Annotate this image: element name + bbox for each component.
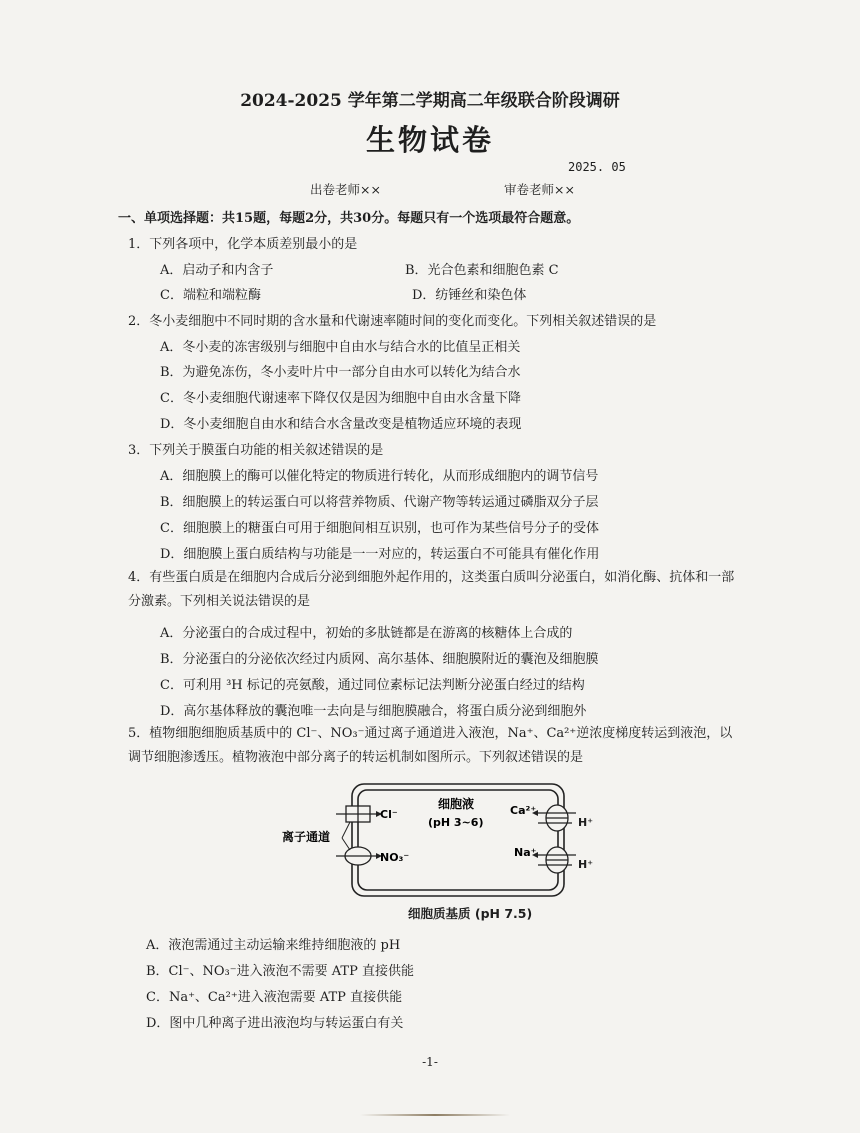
question-4-option-a: A．分泌蛋白的合成过程中，初始的多肽链都是在游离的核糖体上合成的 bbox=[160, 626, 573, 641]
h-label-bottom: H⁺ bbox=[578, 858, 594, 871]
exam-title: 2024-2025 学年第二学期高二年级联合阶段调研 bbox=[240, 91, 620, 111]
cl-channel-icon bbox=[336, 806, 382, 822]
diagram-caption: 细胞质基质 (pH 7.5) bbox=[408, 906, 533, 921]
question-3-option-c: C．细胞膜上的糖蛋白可用于细胞间相互识别，也可作为某些信号分子的受体 bbox=[160, 521, 599, 536]
bottom-edge-mark bbox=[360, 1114, 510, 1116]
na-label: Na⁺ bbox=[514, 846, 537, 859]
h-label-top: H⁺ bbox=[578, 816, 594, 829]
question-5-stem: 5．植物细胞细胞质基质中的 Cl⁻、NO₃⁻通过离子通道进入液泡，Na⁺、Ca²⁺逆浓度梯度转运到液泡，以调节细胞渗透压。植物液泡中部分离子的转运机制如图所示。下列叙述错误的是 bbox=[128, 726, 733, 765]
cl-label: Cl⁻ bbox=[380, 808, 398, 821]
no3-channel-icon bbox=[336, 847, 382, 865]
question-2-option-a: A．冬小麦的冻害级别与细胞中自由水与结合水的比值呈正相关 bbox=[160, 340, 521, 355]
question-1-stem: 1．下列各项中，化学本质差别最小的是 bbox=[128, 237, 358, 252]
question-1-option-d: D．纺锤丝和染色体 bbox=[412, 288, 527, 303]
question-3-option-d: D．细胞膜上蛋白质结构与功能是一一对应的，转运蛋白不可能具有催化作用 bbox=[160, 547, 600, 562]
question-4-stem: 4．有些蛋白质是在细胞内合成后分泌到细胞外起作用的，这类蛋白质叫分泌蛋白，如消化酶、抗体和一部分激素。下列相关说法错误的是 bbox=[128, 570, 735, 609]
question-1-option-a: A．启动子和内含子 bbox=[160, 263, 274, 278]
question-5-option-c: C．Na⁺、Ca²⁺进入液泡需要 ATP 直接供能 bbox=[146, 990, 403, 1005]
question-5-option-d: D．图中几种离子进出液泡均与转运蛋白有关 bbox=[146, 1016, 404, 1031]
subject-title: 生物试卷 bbox=[365, 123, 494, 157]
ion-channel-label: 离子通道 bbox=[282, 830, 331, 844]
question-2-option-b: B．为避免冻伤，冬小麦叶片中一部分自由水可以转化为结合水 bbox=[160, 365, 521, 380]
question-3-option-a: A．细胞膜上的酶可以催化特定的物质进行转化，从而形成细胞内的调节信号 bbox=[160, 469, 599, 484]
page-number: -1- bbox=[422, 1055, 438, 1069]
na-h-antiporter-icon bbox=[532, 847, 576, 873]
ca-h-antiporter-icon bbox=[532, 805, 576, 831]
question-1-option-b: B．光合色素和细胞色素 C bbox=[405, 263, 559, 278]
paper-reviewer: 审卷老师×× bbox=[504, 182, 575, 197]
paper-setter: 出卷老师×× bbox=[310, 182, 381, 197]
question-2-option-c: C．冬小麦细胞代谢速率下降仅仅是因为细胞中自由水含量下降 bbox=[160, 391, 521, 406]
question-5-option-b: B．Cl⁻、NO₃⁻进入液泡不需要 ATP 直接供能 bbox=[146, 964, 414, 979]
question-4-option-c: C．可利用 ³H 标记的亮氨酸，通过同位素标记法判断分泌蛋白经过的结构 bbox=[160, 678, 585, 693]
question-2-option-d: D．冬小麦细胞自由水和结合水含量改变是植物适应环境的表现 bbox=[160, 417, 522, 432]
question-3-option-b: B．细胞膜上的转运蛋白可以将营养物质、代谢产物等转运通过磷脂双分子层 bbox=[160, 495, 599, 510]
question-5-option-a: A．液泡需通过主动运输来维持细胞液的 pH bbox=[146, 938, 401, 953]
cell-sap-ph: (pH 3~6) bbox=[428, 816, 484, 829]
exam-date: 2025. 05 bbox=[568, 160, 626, 174]
question-3-stem: 3．下列关于膜蛋白功能的相关叙述错误的是 bbox=[128, 443, 384, 458]
question-2-stem: 2．冬小麦细胞中不同时期的含水量和代谢速率随时间的变化而变化。下列相关叙述错误的是 bbox=[128, 314, 657, 329]
question-4-option-d: D．高尔基体释放的囊泡唯一去向是与细胞膜融合，将蛋白质分泌到细胞外 bbox=[160, 704, 587, 719]
question-1-option-c: C．端粒和端粒酶 bbox=[160, 288, 261, 303]
question-4-option-b: B．分泌蛋白的分泌依次经过内质网、高尔基体、细胞膜附近的囊泡及细胞膜 bbox=[160, 652, 599, 667]
cell-sap-label: 细胞液 bbox=[438, 797, 475, 811]
ca-label: Ca²⁺ bbox=[510, 804, 537, 817]
section-heading: 一、单项选择题：共15题，每题2分，共30分。每题只有一个选项最符合题意。 bbox=[118, 211, 580, 226]
no3-label: NO₃⁻ bbox=[380, 851, 410, 864]
